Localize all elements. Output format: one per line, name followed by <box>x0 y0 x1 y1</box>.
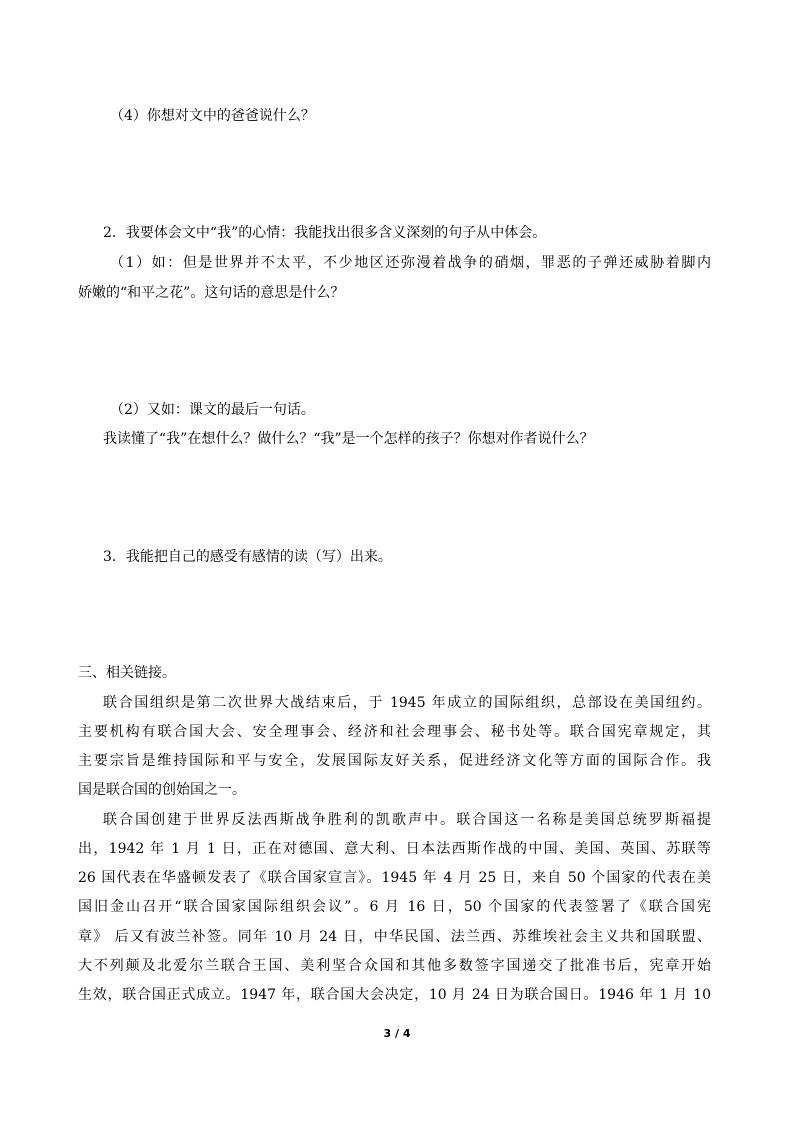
paragraph-1-line: 主要机构有联合国大会、安全理事会、经济和社会理事会、秘书处等。联合国宪章规定，其 <box>78 724 711 740</box>
paragraph-2-line: 章》 后又有波兰补签。同年 10 月 24 日，中华民国、法兰西、苏维埃社会主义共和国联盟、 <box>78 929 711 945</box>
section-3-heading: 三、相关链接。 <box>78 665 176 681</box>
question-2-title: 2．我要体会文中“我”的心情：我能找出很多含义深刻的句子从中体会。 <box>103 225 547 241</box>
question-2-1-line2: 娇嫩的“和平之花”。这句话的意思是什么？ <box>78 285 345 301</box>
question-2-2-ask: 我读懂了“我”在想什么？做什么？“我”是一个怎样的孩子？你想对作者说什么？ <box>103 431 594 447</box>
paragraph-1-line: 主要宗旨是维持国际和平与安全，发展国际友好关系，促进经济文化等方面的国际合作。我 <box>78 753 711 769</box>
paragraph-2-line: 26 国代表在华盛顿发表了《联合国家宣言》。1945 年 4 月 25 日，来自 50 个国家的代表在美 <box>78 870 711 886</box>
question-2-1-line1: （1）如：但是世界并不太平，不少地区还弥漫着战争的硝烟，罪恶的子弹还威胁着脚内 <box>110 255 711 271</box>
paragraph-2-line: 出，1942 年 1 月 1 日，正在对德国、意大利、日本法西斯作战的中国、美国、英国、苏联等 <box>78 841 711 857</box>
page-number: 3 / 4 <box>383 1027 411 1040</box>
paragraph-2-line: 国旧金山召开“联合国家国际组织会议”。6 月 16 日，50 个国家的代表签署了《联合国宪 <box>78 899 711 915</box>
question-3: 3．我能把自己的感受有感情的读（写）出来。 <box>103 549 392 565</box>
paragraph-1-line: 国是联合国的创始国之一。 <box>78 782 246 798</box>
paragraph-2-line: 大不列颠及北爱尔兰联合王国、美利坚合众国和其他多数签字国递交了批准书后，宪章开始 <box>78 958 711 974</box>
paragraph-2-line: 生效，联合国正式成立。1947 年，联合国大会决定，10 月 24 日为联合国日。1946 年 1 月 10 <box>78 987 711 1003</box>
question-1-4: （4）你想对文中的爸爸说什么？ <box>110 108 315 124</box>
paragraph-1-line: 联合国组织是第二次世界大战结束后，于 1945 年成立的国际组织，总部设在美国纽约。 <box>103 695 711 711</box>
paragraph-2-line: 联合国创建于世界反法西斯战争胜利的凯歌声中。联合国这一名称是美国总统罗斯福提 <box>103 812 711 828</box>
question-2-2: （2）又如：课文的最后一句话。 <box>110 402 315 418</box>
